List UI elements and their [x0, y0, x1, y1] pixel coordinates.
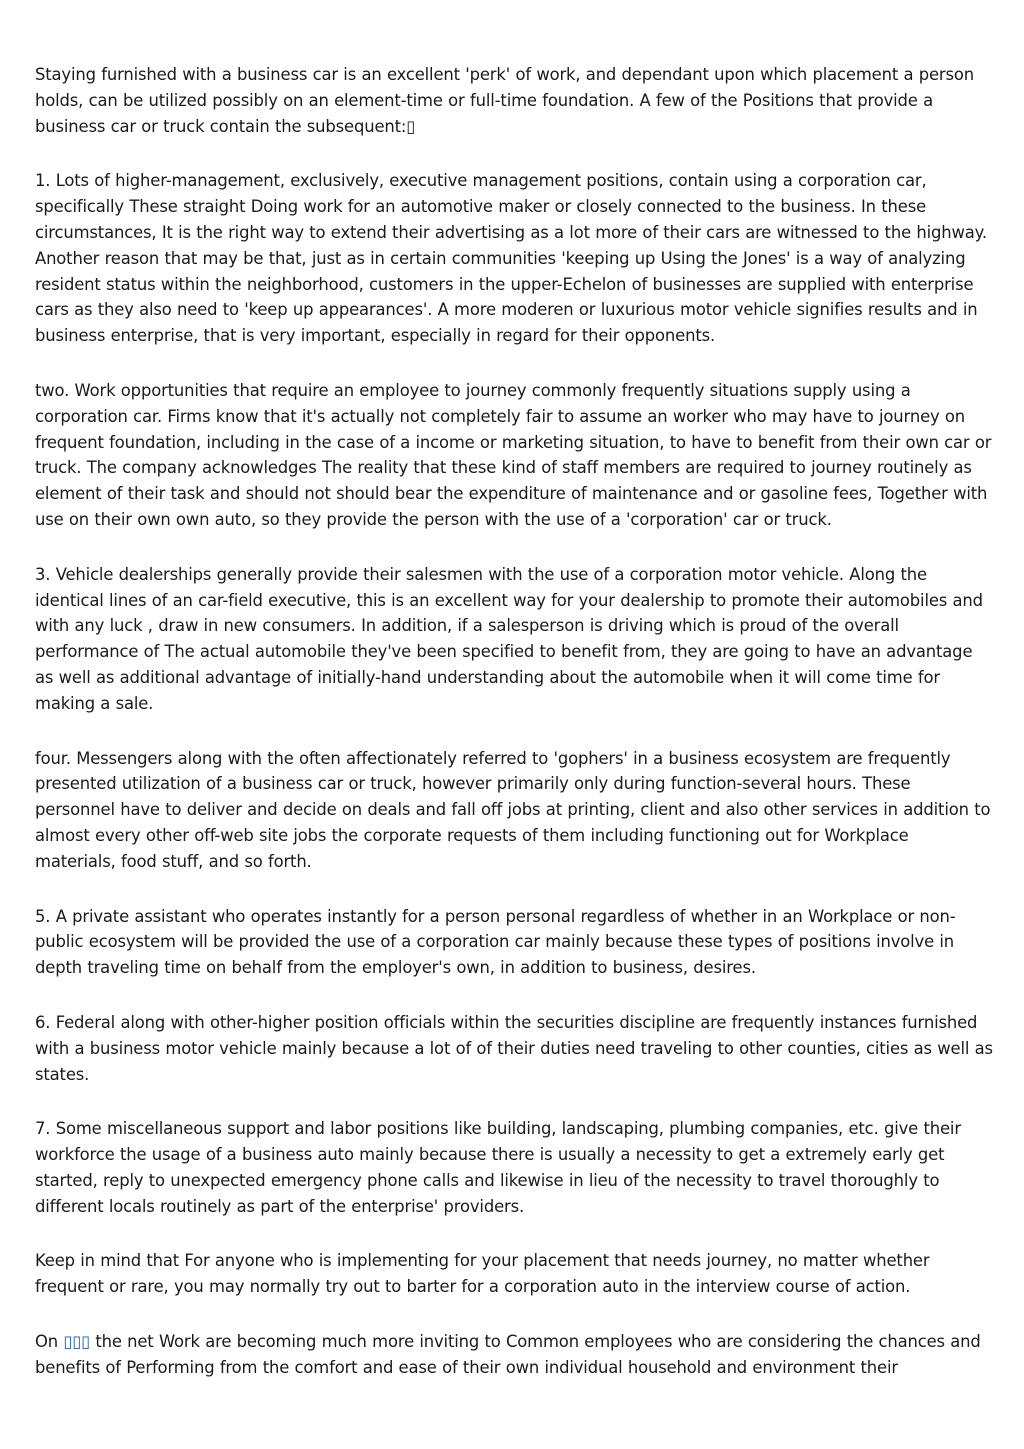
paragraph-item-5: 5. A private assistant who operates instantly for a person personal regardless of whether in an Workplace or non-public ecosystem will be provided the use of a corporation car mainly because these types of positions involve in depth traveling time on behalf from the employer's own, in addition to business, desires. [35, 906, 956, 978]
paragraph-item-4: four. Messengers along with the often affectionately referred to 'gophers' in a business ecosystem are frequently presented utilization of a business car or truck, however primarily only during function-several hours. These personnel have to deliver and decide on deals and fall off jobs at printing, client and also other services in addition to almost every other off-web site jobs the corporate requests of them including functioning out for Workplace materials, food stuff, and so forth. [35, 748, 991, 871]
paragraph-advice: Keep in mind that For anyone who is implementing for your placement that needs journey, no matter whether frequent or rare, you may normally try out to barter for a corporation auto in the interview course of action. [35, 1251, 930, 1297]
document-body [35, 62, 993, 1381]
paragraph-online-work-text: the net Work are becoming much more inviting to Common employees who are considering the chances and benefits of Performing from the comfort and ease of their own individual household and environment their [35, 1332, 981, 1377]
paragraph-online-work [35, 1329, 993, 1381]
paragraph-intro: Staying furnished with a business car is an excellent 'perk' of work, and dependant upon which placement a person holds, can be utilized possibly on an element-time or full-time foundation. A few of the Positions that provide a business car or truck contain the subsequent:▯ [35, 65, 975, 136]
paragraph-item-6: 6. Federal along with other-higher position officials within the securities discipline are frequently instances furnished with a business motor vehicle mainly because a lot of of their duties need traveling to other counties, cities as well as states. [35, 1012, 993, 1084]
paragraph-item-7: 7. Some miscellaneous support and labor positions like building, landscaping, plumbing companies, etc. give their workforce the usage of a business auto mainly because there is usually a necessity to get a extremely early get started, reply to unexpected emergency phone calls and likewise in lieu of the necessity to travel thoroughly to different locals routinely as part of the enterprise' providers. [35, 1119, 961, 1216]
paragraph-item-1: 1. Lots of higher-management, exclusively, executive management positions, contain using a corporation car, specifically These straight Doing work for an automotive maker or closely connected to the business. In these circumstances, It is the right way to extend their advertising as a lot more of their cars are witnessed to the highway. Another reason that may be that, just as in certain communities 'keeping up Using the Jones' is a way of analyzing resident status within the neighborhood, customers in the upper-Echelon of businesses are supplied with enterprise cars as they also need to 'keep up appearances'. A more moderen or luxurious motor vehicle signifies results and in business enterprise, that is very important, especially in regard for their opponents. [35, 171, 987, 346]
inline-link[interactable]: ▯▯▯ [63, 1332, 90, 1352]
paragraph-item-2: two. Work opportunities that require an employee to journey commonly frequently situations supply using a corporation car. Firms know that it's actually not completely fair to assume an worker who may have to journey on frequent foundation, including in the case of a income or marketing situation, to have to benefit from their own car or truck. The company acknowledges The reality that these kind of staff members are required to journey routinely as element of their task and should not should bear the expenditure of maintenance and or gasoline fees, Together with use on their own own auto, so they provide the person with the use of a 'corporation' car or truck. [35, 380, 992, 529]
paragraph-item-3: 3. Vehicle dealerships generally provide their salesmen with the use of a corporation motor vehicle. Along the identical lines of an car-field executive, this is an excellent way for your dealership to promote their automobiles and with any luck , draw in new consumers. In addition, if a salesperson is driving which is proud of the overall performance of The actual automobile they've been specified to benefit from, they are going to have an advantage as well as additional advantage of initially-hand understanding about the automobile when it will come time for making a sale. [35, 564, 983, 713]
paragraph-online-work-lead: On [35, 1332, 64, 1352]
